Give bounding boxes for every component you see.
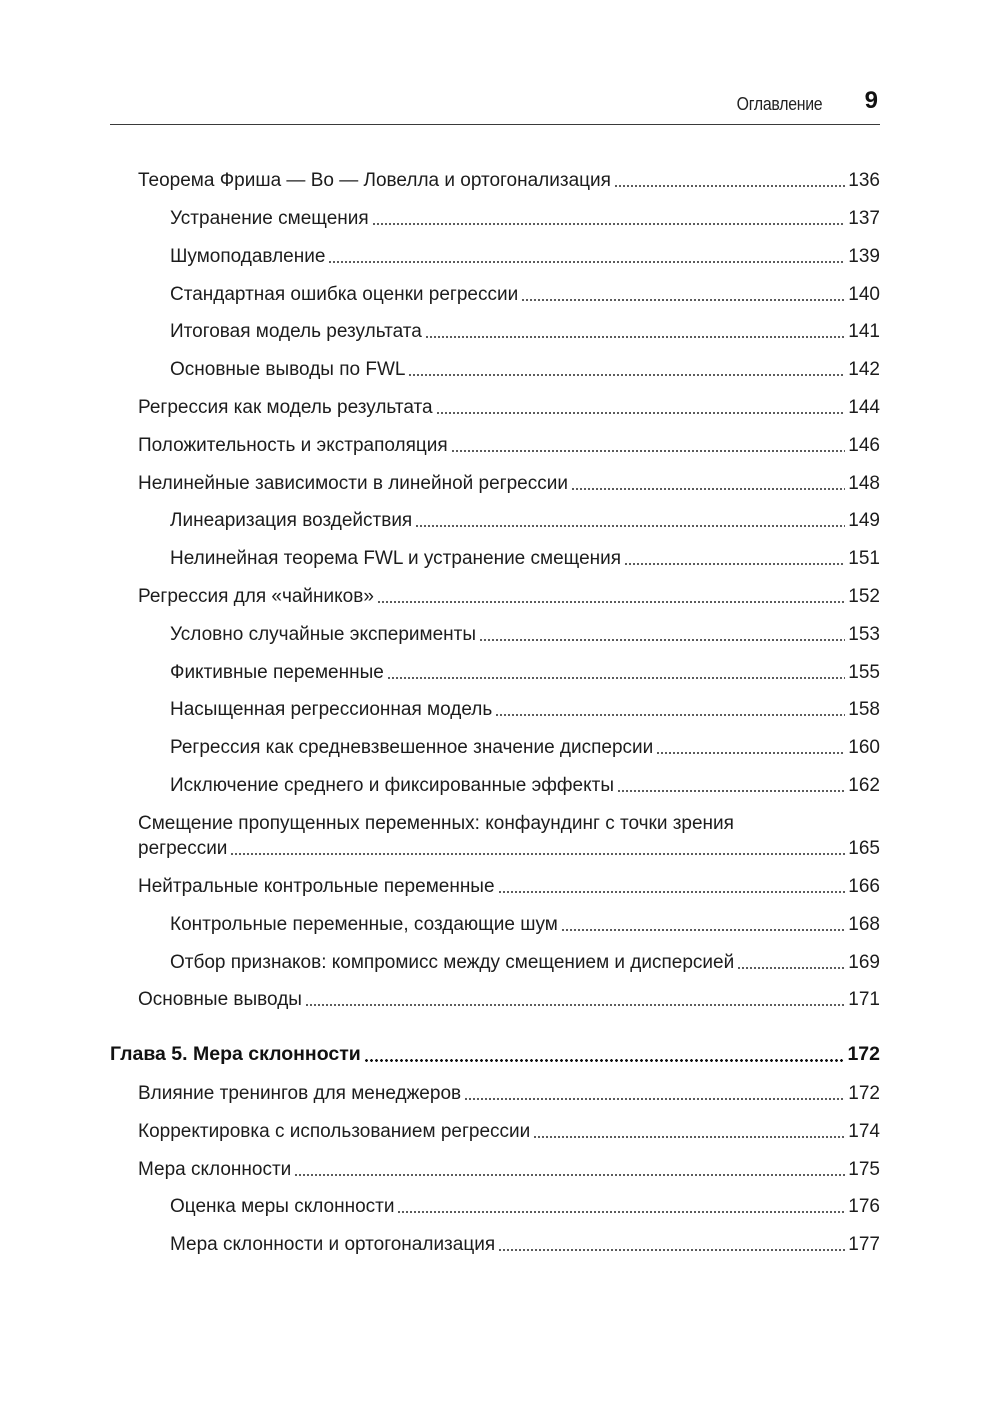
toc-entry-title: Теорема Фриша — Во — Ловелла и ортогонализация <box>138 170 611 191</box>
toc-entry-title: Нелинейная теорема FWL и устранение смещения <box>170 548 622 569</box>
dot-leader <box>387 677 845 679</box>
toc-entry-title: Основные выводы <box>138 989 302 1010</box>
toc-entry[interactable] <box>170 319 880 344</box>
toc-entry[interactable] <box>170 773 880 798</box>
toc-entry-title: Нейтральные контрольные переменные <box>138 876 495 897</box>
running-header <box>110 86 880 125</box>
toc-entry-title: Регрессия для «чайников» <box>138 586 374 607</box>
toc-entry-page: 148 <box>848 473 880 494</box>
toc-entry-page: 142 <box>848 359 880 380</box>
toc-entry-page: 162 <box>848 775 880 796</box>
dot-leader <box>571 488 845 490</box>
toc-entry[interactable] <box>170 206 880 231</box>
toc-entry-title: Линеаризация воздействия <box>170 510 413 531</box>
toc-entry[interactable] <box>138 433 880 458</box>
toc-entry-two-line[interactable] <box>138 811 880 861</box>
toc-entry-page: 171 <box>848 989 880 1010</box>
dot-leader <box>614 185 845 187</box>
toc-entry-page: 153 <box>848 624 880 645</box>
toc-entry-page: 144 <box>848 397 880 418</box>
toc-entry[interactable] <box>170 282 880 307</box>
toc-entry-page: 160 <box>848 737 880 758</box>
toc-entry-title: Положительность и экстраполяция <box>138 435 448 456</box>
toc-entry-page: 172 <box>848 1083 880 1104</box>
dot-leader <box>561 929 845 931</box>
toc-entry[interactable] <box>138 1157 880 1182</box>
toc-chapter-page: 172 <box>847 1043 880 1065</box>
dot-leader <box>617 790 845 792</box>
toc-entry-page: 151 <box>848 548 880 569</box>
toc-entry-title: Отбор признаков: компромисс между смещением и дисперсией <box>170 952 735 973</box>
toc-entry[interactable] <box>170 622 880 647</box>
toc-entry[interactable] <box>170 546 880 571</box>
toc-entry[interactable] <box>170 950 880 975</box>
toc-entry-title: Итоговая модель результата <box>170 321 422 342</box>
toc-entry-page: 140 <box>848 284 880 305</box>
toc-entry[interactable] <box>138 584 880 609</box>
dot-leader <box>230 853 845 855</box>
dot-leader <box>451 450 846 452</box>
toc-entry-title-line1: Смещение пропущенных переменных: конфаундинг с точки зрения <box>138 813 734 834</box>
toc-entry-title: Регрессия как модель результата <box>138 397 433 418</box>
toc-entry-title: Фиктивные переменные <box>170 662 384 683</box>
page-number: 9 <box>864 87 878 114</box>
toc-entry[interactable] <box>170 660 880 685</box>
toc-entry-page: 165 <box>848 838 880 859</box>
dot-leader <box>328 261 845 263</box>
dot-leader <box>425 336 846 338</box>
toc-entry-page: 174 <box>848 1121 880 1142</box>
toc-entry-title: Корректировка с использованием регрессии <box>138 1121 531 1142</box>
dot-leader <box>377 601 845 603</box>
toc-entry-title-line2: регрессии <box>138 838 228 859</box>
toc-entry-title: Мера склонности <box>138 1159 292 1180</box>
toc-entry-page: 169 <box>848 952 880 973</box>
toc-entry-page: 149 <box>848 510 880 531</box>
toc-entry-page: 136 <box>848 170 880 191</box>
toc-entry-page: 137 <box>848 208 880 229</box>
toc-entry-page: 158 <box>848 699 880 720</box>
toc-entry-title: Влияние тренингов для менеджеров <box>138 1083 462 1104</box>
toc-entry-title: Условно случайные эксперименты <box>170 624 476 645</box>
toc-entry[interactable] <box>170 508 880 533</box>
toc-chapter-title: Глава 5. Мера склонности <box>110 1043 361 1065</box>
toc-entry[interactable] <box>138 987 880 1012</box>
toc-entry-page: 166 <box>848 876 880 897</box>
toc-entry-page: 175 <box>848 1159 880 1180</box>
toc-chapter-entry[interactable] <box>110 1042 880 1067</box>
toc-entry-page: 139 <box>848 246 880 267</box>
toc-entry-title: Контрольные переменные, создающие шум <box>170 914 558 935</box>
toc-entry-page: 176 <box>848 1196 880 1217</box>
dot-leader <box>495 714 845 716</box>
dot-leader <box>364 1059 845 1062</box>
toc-entry-title: Шумоподавление <box>170 246 326 267</box>
toc-entry-page: 146 <box>848 435 880 456</box>
running-header-title: Оглавление <box>736 94 822 114</box>
toc-entry-page: 177 <box>848 1234 880 1255</box>
toc-entry[interactable] <box>170 735 880 760</box>
dot-leader <box>479 639 845 641</box>
toc-entry[interactable] <box>138 1119 880 1144</box>
toc-entry-title: Регрессия как средневзвешенное значение дисперсии <box>170 737 654 758</box>
toc-entry[interactable] <box>170 1194 880 1219</box>
dot-leader <box>464 1098 845 1100</box>
dot-leader <box>656 752 845 754</box>
toc-entry-title: Устранение смещения <box>170 208 369 229</box>
dot-leader <box>533 1136 845 1138</box>
dot-leader <box>498 891 846 893</box>
toc-entry-page: 141 <box>848 321 880 342</box>
toc-entry[interactable] <box>170 697 880 722</box>
dot-leader <box>294 1174 845 1176</box>
dot-leader <box>408 374 845 376</box>
dot-leader <box>521 299 845 301</box>
toc-entry-title: Нелинейные зависимости в линейной регрессии <box>138 473 568 494</box>
dot-leader <box>737 967 845 969</box>
dot-leader <box>436 412 846 414</box>
toc-entry[interactable] <box>138 168 880 193</box>
dot-leader <box>498 1249 845 1251</box>
toc-entry[interactable] <box>138 1081 880 1106</box>
toc-entry[interactable] <box>138 471 880 496</box>
dot-leader <box>305 1004 845 1006</box>
dot-leader <box>397 1211 845 1213</box>
toc-entry-title: Исключение среднего и фиксированные эффекты <box>170 775 614 796</box>
toc-entry-page: 168 <box>848 914 880 935</box>
toc-entry-title: Основные выводы по FWL <box>170 359 406 380</box>
toc-entry-title: Стандартная ошибка оценки регрессии <box>170 284 519 305</box>
toc-entry[interactable] <box>170 912 880 937</box>
toc-entry[interactable] <box>170 1232 880 1257</box>
toc-entry[interactable] <box>138 395 880 420</box>
toc-entry-page: 152 <box>848 586 880 607</box>
dot-leader <box>372 223 846 225</box>
toc-entry-title: Мера склонности и ортогонализация <box>170 1234 496 1255</box>
toc-entry[interactable] <box>170 357 880 382</box>
toc-entry[interactable] <box>138 874 880 899</box>
toc-entry-title: Насыщенная регрессионная модель <box>170 699 493 720</box>
dot-leader <box>624 563 845 565</box>
dot-leader <box>415 525 845 527</box>
toc-entry-page: 155 <box>848 662 880 683</box>
toc-entry-title: Оценка меры склонности <box>170 1196 395 1217</box>
toc-entry[interactable] <box>170 244 880 269</box>
